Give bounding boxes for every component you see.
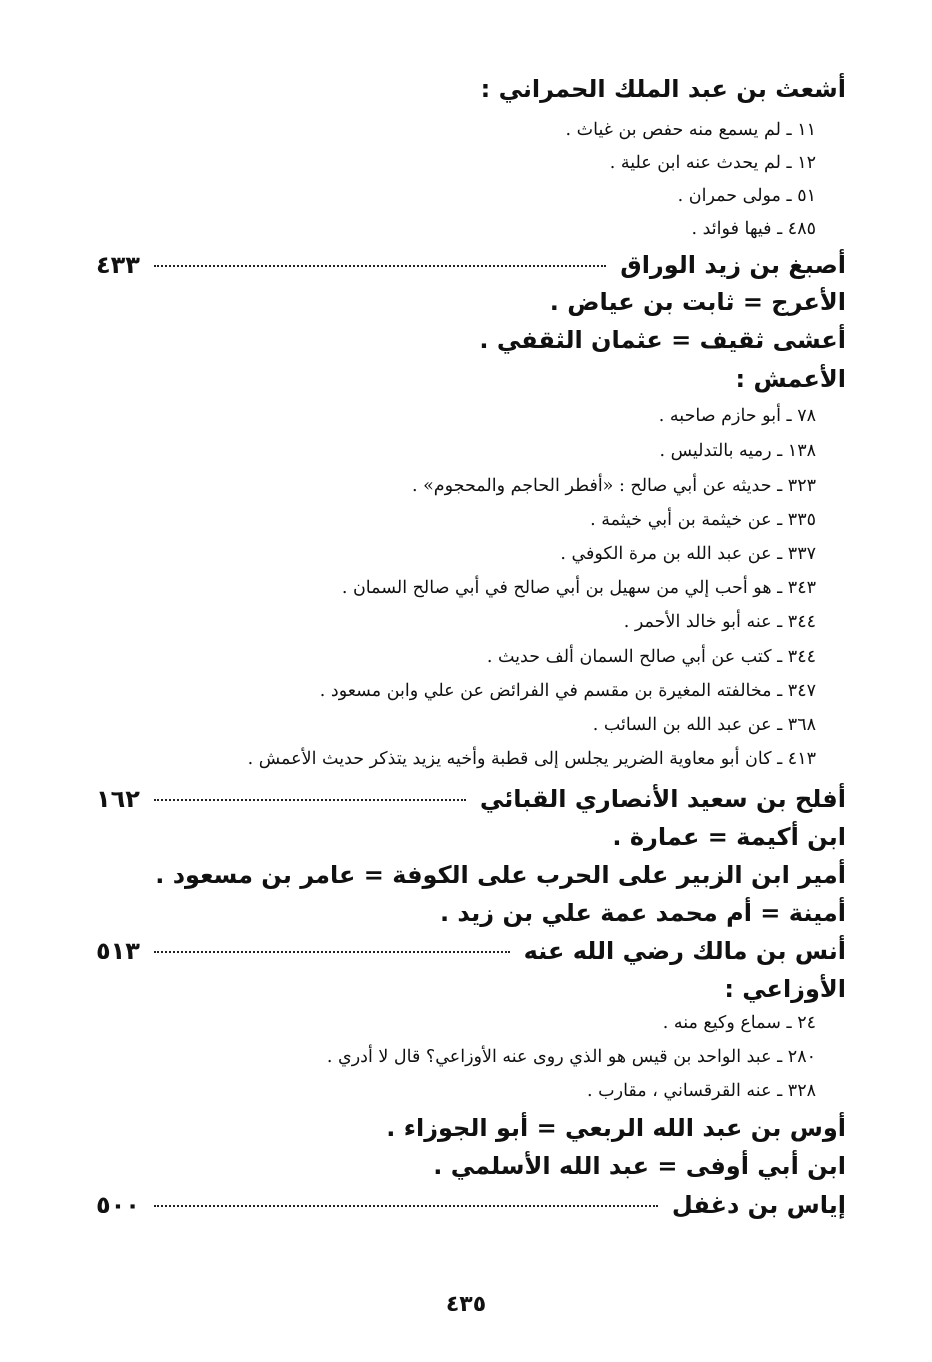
dot-leader — [154, 951, 510, 953]
index-heading-ashath: أشعث بن عبد الملك الحمراني : — [480, 75, 846, 103]
index-entry-iyas — [96, 1188, 846, 1222]
index-entry-anas — [96, 934, 846, 968]
index-subentry: ٣٤٧ ـ مخالفته المغيرة بن مقسم في الفرائض عن علي وابن مسعود . — [319, 681, 816, 701]
index-heading-amash: الأعمش : — [735, 365, 846, 393]
index-subentry: ٣٤٤ ـ كتب عن أبي صالح السمان ألف حديث . — [486, 647, 816, 667]
dot-leader — [154, 799, 466, 801]
index-subentry: ١٢ ـ لم يحدث عنه ابن علية . — [609, 153, 816, 173]
index-entry-asbagh — [96, 248, 846, 282]
index-entry-name: أفلح بن سعيد الأنصاري القبائي — [479, 785, 846, 813]
index-subentry: ٣٢٣ ـ حديثه عن أبي صالح : «أفطر الحاجم والمحجوم» . — [411, 476, 816, 496]
dot-leader — [154, 1205, 658, 1207]
index-subentry: ١١ ـ لم يسمع منه حفص بن غياث . — [565, 120, 816, 140]
index-entry-page: ٥٠٠ — [96, 1191, 140, 1219]
index-subentry: ٤٨٥ ـ فيها فوائد . — [691, 219, 816, 239]
index-subentry: ٣٣٥ ـ عن خيثمة بن أبي خيثمة . — [590, 510, 816, 530]
index-heading: ابن أكيمة = عمارة . — [612, 823, 846, 851]
index-heading: أمينة = أم محمد عمة علي بن زيد . — [439, 899, 846, 927]
page-number: ٤٣٥ — [445, 1292, 487, 1317]
index-subentry: ٤١٣ ـ كان أبو معاوية الضرير يجلس إلى قطبة وأخيه يزيد يتذكر حديث الأعمش . — [247, 749, 816, 769]
index-entry-page: ١٦٢ — [96, 785, 140, 813]
index-heading: ابن أبي أوفى = عبد الله الأسلمي . — [433, 1152, 846, 1180]
index-heading: أعشى ثقيف = عثمان الثقفي . — [479, 326, 846, 354]
index-entry-name: أصبغ بن زيد الوراق — [620, 251, 846, 279]
index-entry-name: أنس بن مالك رضي الله عنه — [523, 937, 846, 965]
index-entry-page: ٥١٣ — [96, 937, 140, 965]
index-subentry: ٣٦٨ ـ عن عبد الله بن السائب . — [592, 715, 816, 735]
index-heading: أمير ابن الزبير على الحرب على الكوفة = عامر بن مسعود . — [155, 861, 846, 889]
index-subentry: ١٣٨ ـ رميه بالتدليس . — [659, 441, 816, 461]
index-entry-aflah — [96, 782, 846, 816]
index-subentry: ٣٣٧ ـ عن عبد الله بن مرة الكوفي . — [560, 544, 816, 564]
index-heading: أوس بن عبد الله الربعي = أبو الجوزاء . — [386, 1114, 846, 1142]
index-subentry: ٣٢٨ ـ عنه القرقساني ، مقارب . — [587, 1081, 816, 1101]
index-subentry: ٥١ ـ مولى حمران . — [677, 186, 816, 206]
index-subentry: ٢٨٠ ـ عبد الواحد بن قيس هو الذي روى عنه الأوزاعي؟ قال لا أدري . — [326, 1047, 816, 1067]
index-heading-awzai: الأوزاعي : — [724, 975, 846, 1003]
index-subentry: ٣٤٣ ـ هو أحب إلي من سهيل بن أبي صالح في أبي صالح السمان . — [341, 578, 816, 598]
index-heading: الأعرج = ثابت بن عياض . — [549, 288, 846, 316]
index-subentry: ٢٤ ـ سماع وكيع منه . — [662, 1013, 816, 1033]
dot-leader — [154, 265, 606, 267]
index-entry-name: إياس بن دغفل — [671, 1191, 846, 1219]
index-subentry: ٣٤٤ ـ عنه أبو خالد الأحمر . — [623, 612, 816, 632]
index-subentry: ٧٨ ـ أبو حازم صاحبه . — [658, 406, 816, 426]
index-entry-page: ٤٣٣ — [96, 251, 140, 279]
